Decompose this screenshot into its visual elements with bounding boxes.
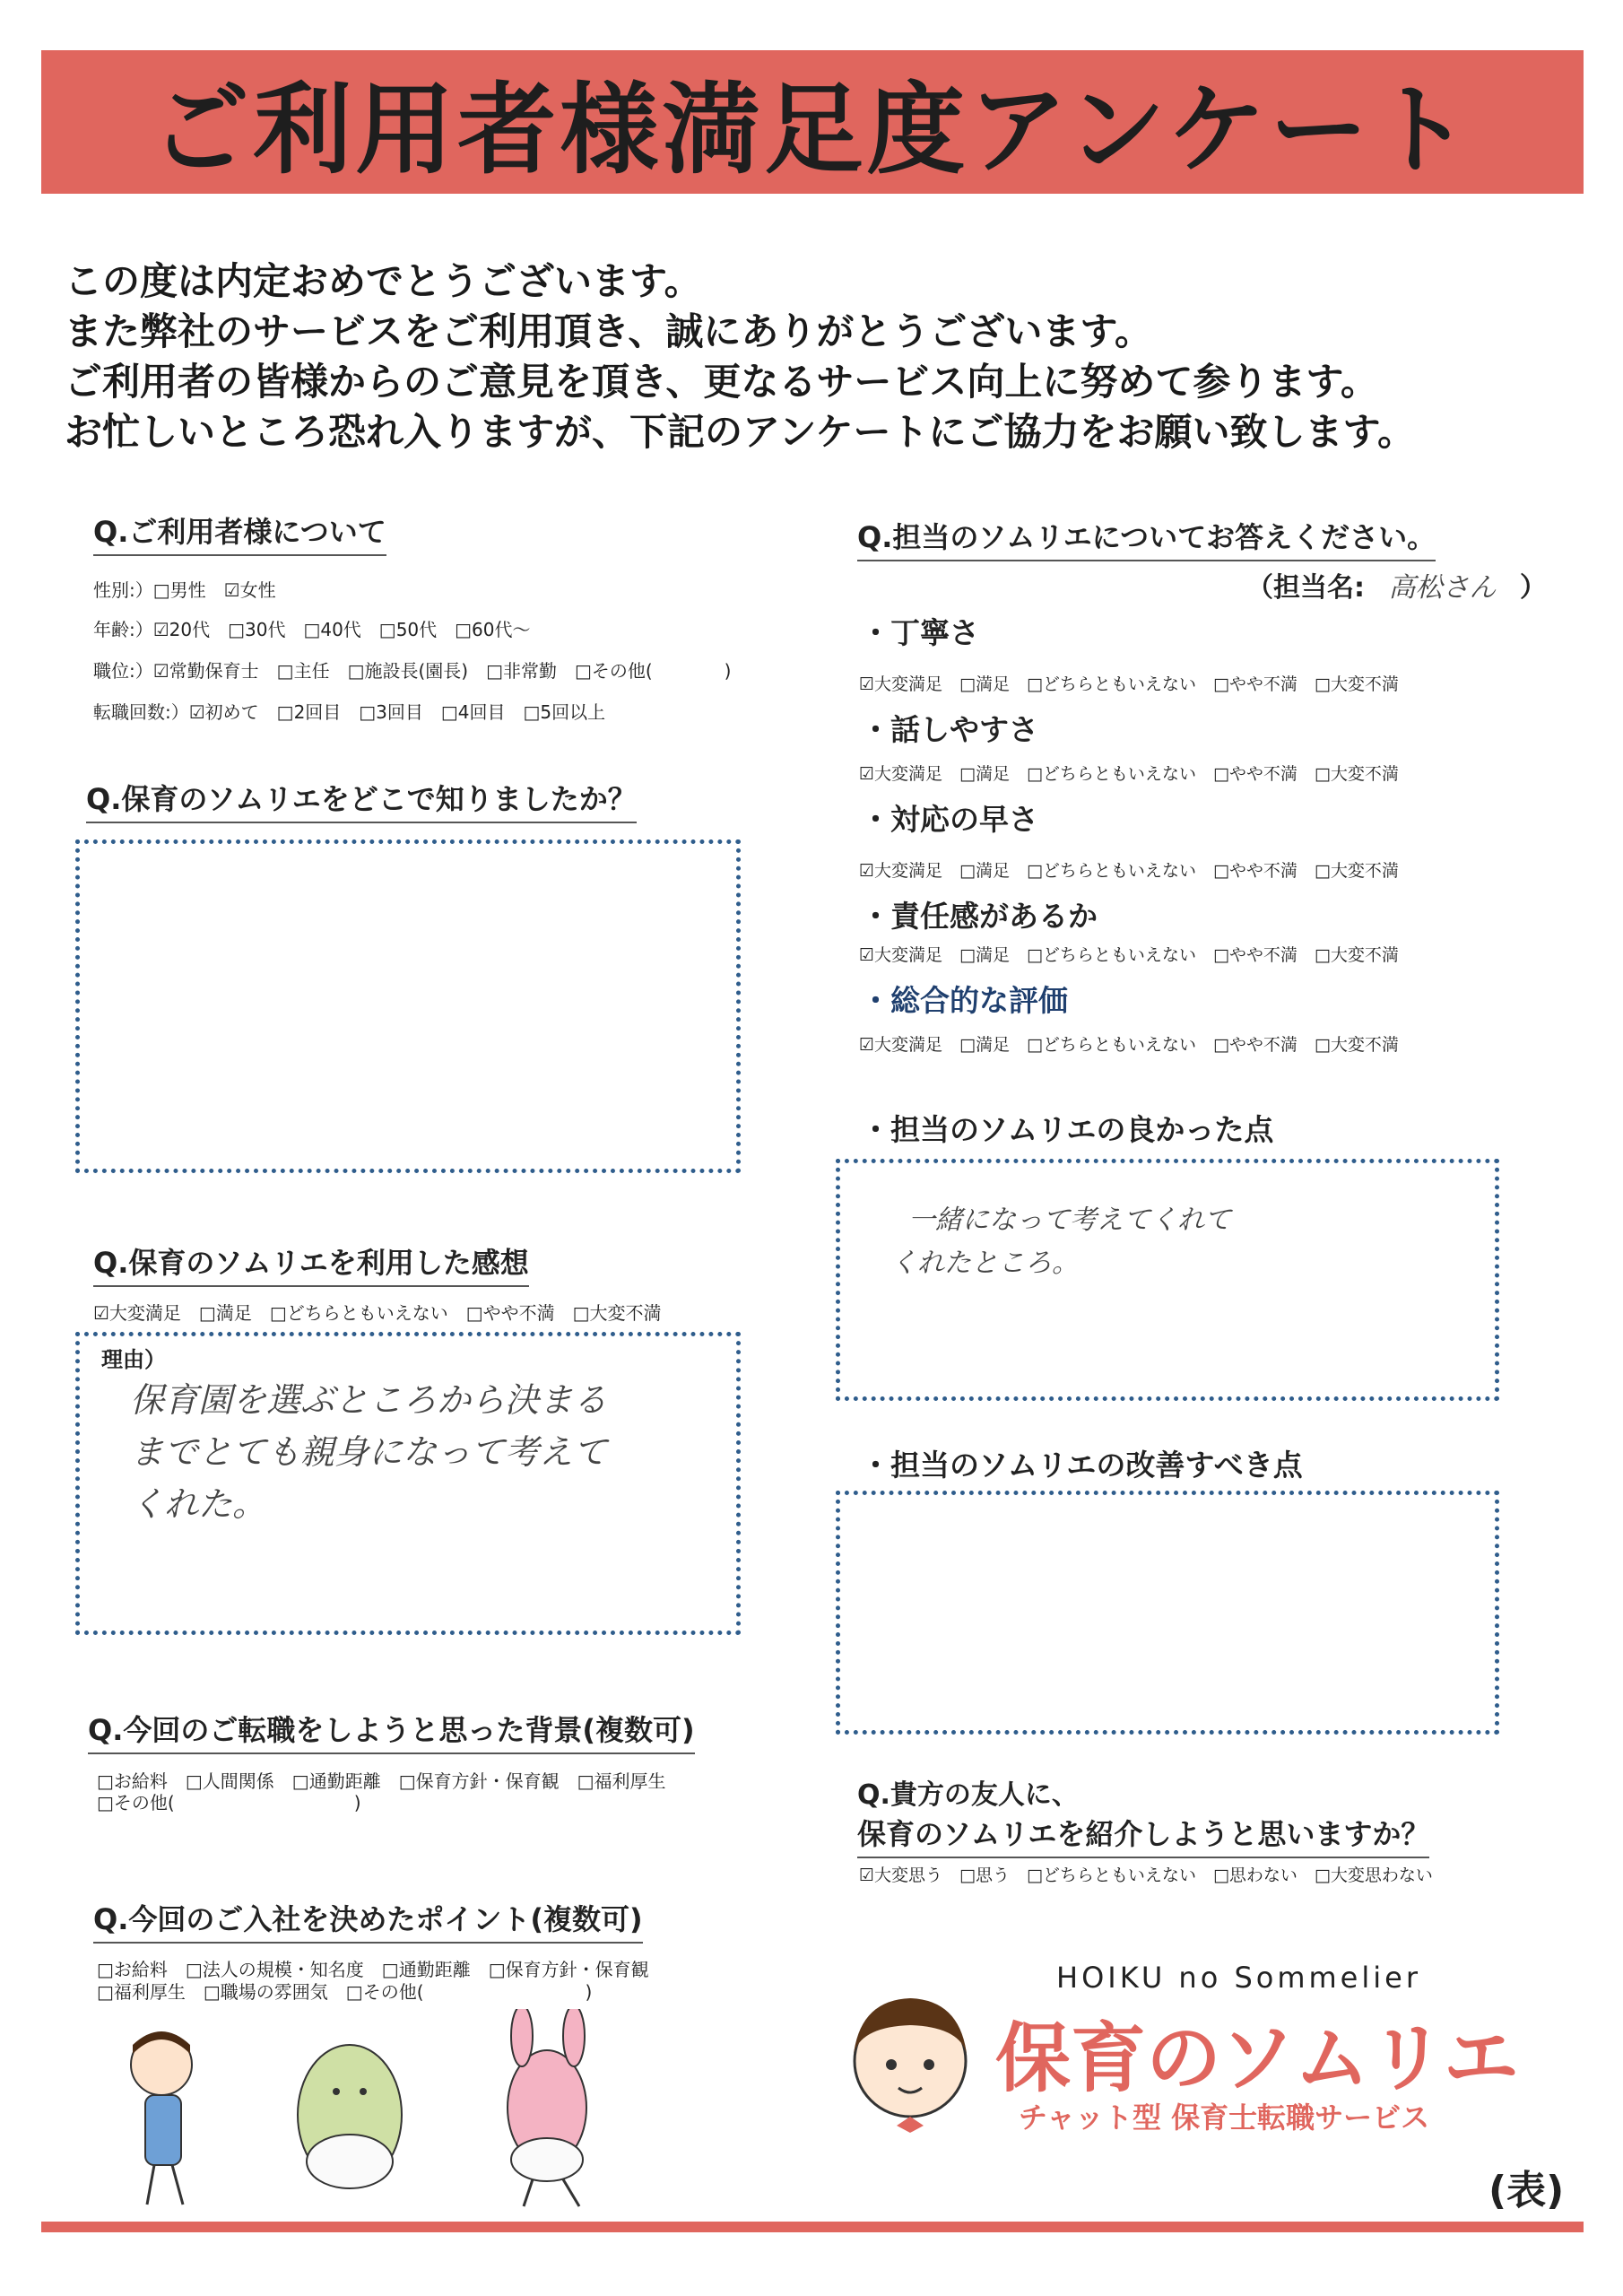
gender-options[interactable]: 性別:）□男性 ☑女性: [93, 579, 276, 601]
decision-options-2[interactable]: □福利厚生 □職場の雰囲気 □その他( ): [97, 1981, 593, 2003]
good-point-line: くれたところ。: [890, 1248, 1079, 1279]
intro-text: [65, 257, 1415, 457]
age-options[interactable]: 年齢:）☑20代 □30代 □40代 □50代 □60代～: [93, 619, 531, 640]
bottom-accent-line: [41, 2222, 1584, 2232]
friend-options[interactable]: ☑大変思う □思う □どちらともいえない □思わない □大変思わない: [859, 1866, 1433, 1885]
logo-en: HOIKU no Sommelier: [1056, 1961, 1421, 1995]
reason-line: までとても親身になって考えて: [130, 1432, 608, 1472]
boy-character-icon: [131, 2031, 192, 2205]
item-overall: ・総合的な評価: [861, 983, 1068, 1018]
rabbit-character-icon: [508, 2009, 586, 2206]
q-background-heading: Q.今回のご転職をしようと思った背景(複数可): [88, 1708, 695, 1754]
tanto-name: 高松さん: [1388, 572, 1497, 604]
q-where-heading: Q.保育のソムリエをどこで知りましたか？: [86, 777, 637, 823]
item-ease-of-talk: ・話しやすさ: [861, 712, 1038, 747]
q-sommelier-heading: Q.担当のソムリエについてお答えください。: [857, 515, 1436, 561]
tanto-field[interactable]: [1246, 565, 1547, 604]
rating-responsibility[interactable]: ☑大変満足 □満足 □どちらともいえない □やや不満 □大変不満: [859, 945, 1399, 965]
rating-politeness[interactable]: ☑大変満足 □満足 □どちらともいえない □やや不満 □大変不満: [859, 674, 1399, 694]
logo-tagline: チャット型 保育士転職サービス: [1019, 2100, 1430, 2135]
good-point-line: 一緒になって考えてくれて: [908, 1205, 1231, 1236]
rating-ease-of-talk[interactable]: ☑大変満足 □満足 □どちらともいえない □やや不満 □大変不満: [859, 764, 1399, 784]
improve-points-box[interactable]: [836, 1491, 1499, 1735]
characters-illustration: [90, 2009, 699, 2215]
intro-line: この度は内定おめでとうございます。: [65, 259, 702, 303]
impression-options[interactable]: ☑大変満足 □満足 □どちらともいえない □やや不満 □大変不満: [93, 1302, 662, 1324]
intro-line: ご利用者の皆様からのご意見を頂き、更なるサービス向上に努めて参ります。: [65, 360, 1378, 404]
reason-label: 理由）: [101, 1347, 166, 1372]
reason-line: くれた。: [130, 1484, 267, 1524]
tanto-label: （担当名:: [1246, 572, 1365, 604]
job-options[interactable]: 職位:）☑常勤保育士 □主任 □施設長(園長) □非常勤 □その他( ): [93, 660, 732, 682]
logo-jp: 保育のソムリエ: [995, 2014, 1519, 2102]
good-points-heading: ・担当のソムリエの良かった点: [861, 1112, 1274, 1147]
q-impression-heading: Q.保育のソムリエを利用した感想: [93, 1240, 529, 1287]
logo-face-icon: [834, 1982, 986, 2135]
item-responsibility: ・責任感があるか: [861, 899, 1098, 934]
q-friend-heading-1: Q.貴方の友人に、: [857, 1779, 1079, 1811]
good-points-box[interactable]: [836, 1159, 1499, 1401]
rating-overall[interactable]: ☑大変満足 □満足 □どちらともいえない □やや不満 □大変不満: [859, 1035, 1399, 1055]
background-options-2[interactable]: □その他( ): [97, 1792, 361, 1813]
reason-line: 保育園を選ぶところから決まる: [130, 1380, 608, 1420]
improve-points-heading: ・担当のソムリエの改善すべき点: [861, 1448, 1303, 1483]
title-banner: [41, 50, 1584, 194]
background-options-1[interactable]: □お給料 □人間関係 □通勤距離 □保育方針・保育観 □福利厚生: [97, 1770, 666, 1792]
tanto-close: ）: [1519, 572, 1547, 604]
page-title: ご利用者様満足度アンケート: [151, 73, 1474, 187]
reason-answer-box[interactable]: [75, 1332, 741, 1635]
q-friend-heading-2: 保育のソムリエを紹介しようと思いますか？: [857, 1812, 1429, 1858]
rating-speed[interactable]: ☑大変満足 □満足 □どちらともいえない □やや不満 □大変不満: [859, 861, 1399, 881]
side-label: (表): [1488, 2168, 1565, 2213]
q-decision-heading: Q.今回のご入社を決めたポイント(複数可): [93, 1897, 643, 1944]
item-politeness: ・丁寧さ: [861, 615, 979, 650]
intro-line: また弊社のサービスをご利用頂き、誠にありがとうございます。: [65, 309, 1152, 353]
changes-options[interactable]: 転職回数:）☑初めて □2回目 □3回目 □4回目 □5回以上: [93, 701, 606, 723]
item-speed: ・対応の早さ: [861, 802, 1038, 837]
intro-line: お忙しいところ恐れ入りますが、下記のアンケートにご協力をお願い致します。: [65, 410, 1416, 454]
decision-options-1[interactable]: □お給料 □法人の規模・知名度 □通勤距離 □保育方針・保育観: [97, 1959, 649, 1980]
q-user-heading: Q.ご利用者様について: [93, 509, 386, 556]
where-answer-box[interactable]: [75, 839, 741, 1173]
bean-character-icon: [298, 2045, 402, 2188]
